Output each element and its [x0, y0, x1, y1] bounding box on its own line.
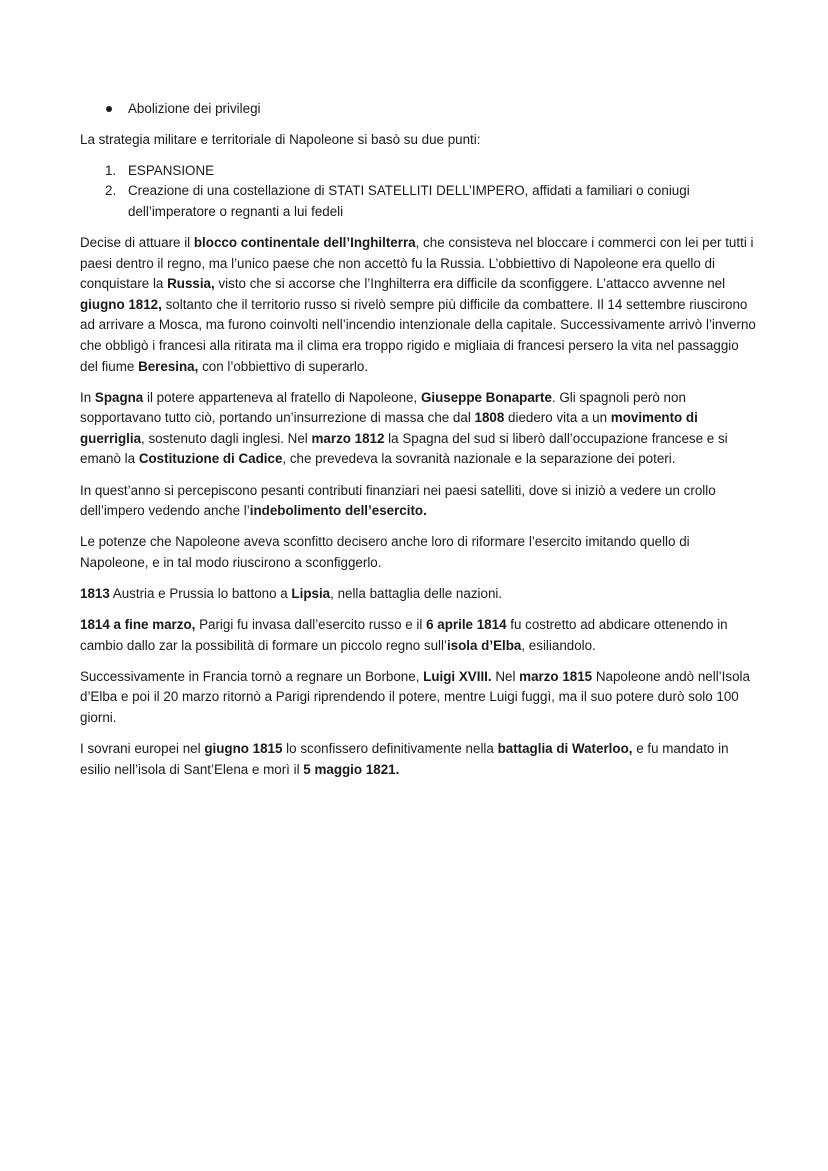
text-run: , sostenuto dagli inglesi. Nel [141, 430, 312, 446]
text-run: il potere apparteneva al fratello di Napoleone, [143, 389, 421, 405]
body-paragraph [80, 388, 758, 470]
body-paragraph [80, 584, 758, 605]
bullet-item-text: Abolizione dei privilegi [128, 101, 261, 116]
body-paragraphs [80, 233, 758, 780]
text-run: e fu mandato in esilio nell’isola di Sant’Elena e morì il [80, 740, 729, 777]
bold-text: indebolimento dell’esercito. [249, 503, 427, 519]
bold-text: Russia, [167, 276, 215, 292]
text-run: I sovrani europei nel [80, 740, 205, 756]
bold-text: 1814 a fine marzo, [80, 616, 196, 632]
intro-paragraph: La strategia militare e territoriale di Napoleone si basò su due punti: [80, 131, 481, 147]
body-paragraph [80, 481, 758, 522]
bold-text: 1813 [80, 585, 110, 601]
text-run: Nel [491, 668, 520, 684]
bold-text: movimento di guerriglia [80, 410, 698, 446]
bold-text: isola d’Elba [446, 637, 522, 653]
numbered-item [80, 161, 758, 182]
body-paragraph [80, 615, 758, 656]
item-number: 2. [105, 183, 117, 199]
text-run: Successivamente in Francia tornò a regnare un Borbone, [80, 668, 424, 684]
text-run: Parigi fu invasa dall’esercito russo e il [195, 616, 427, 632]
bold-text: marzo 1815 [519, 668, 593, 684]
text-run: In quest’anno si percepiscono pesanti contributi finanziari nei paesi satelliti, dove si iniziò a vedere un crollo dell’impero vedendo anche l’ [80, 482, 716, 519]
body-paragraph [80, 233, 758, 377]
bold-text: Beresina, [138, 358, 199, 374]
bullet-item [80, 99, 758, 120]
text-run: . Gli spagnoli però non sopportavano tutto ciò, portando un’insurrezione di massa che dal [80, 389, 686, 426]
item-number: 1. [105, 162, 117, 178]
text-run: lo sconfissero definitivamente nella [282, 740, 498, 756]
bold-text: Spagna [94, 389, 144, 405]
bold-text: Giuseppe Bonaparte [420, 389, 552, 405]
bold-text: Costituzione di Cadice [138, 451, 283, 467]
text-run: Austria e Prussia lo battono a [109, 585, 292, 601]
text-run: con l’obbiettivo di superarlo. [198, 358, 369, 374]
bullet-list [80, 99, 758, 120]
bold-text: blocco continentale dell’Inghilterra [193, 234, 416, 250]
text-run: , esiliandolo. [521, 637, 596, 653]
item-text: ESPANSIONE [128, 162, 215, 178]
numbered-item [80, 181, 758, 222]
text-run: Decise di attuare il [80, 234, 194, 250]
body-paragraph [80, 739, 758, 780]
bold-text: 6 aprile 1814 [426, 616, 507, 632]
text-run: In [80, 389, 95, 405]
text-run: , che consisteva nel bloccare i commerci con lei per tutti i paesi dentro il regno, ma l’unico paese che non accettò fu la Russia. L’obbiettivo di Napoleone era quello di conquistare la [80, 234, 754, 292]
bullet-dot-icon [106, 106, 112, 112]
text-run: Le potenze che Napoleone aveva sconfitto decisero anche loro di riformare l’esercito imitando quello di Napoleone, e in tal modo riuscirono a sconfiggerlo. [80, 534, 690, 570]
text-run: la Spagna del sud si liberò dall’occupazione francese e si emanò la [80, 430, 728, 467]
bold-text: marzo 1812 [311, 430, 385, 446]
numbered-list [80, 161, 758, 223]
text-run: Napoleone andò nell’Isola d’Elba e poi il 20 marzo ritornò a Parigi riprendendo il potere, mentre Luigi fuggì, ma il suo potere durò solo 100 giorni. [80, 668, 750, 725]
item-text: Creazione di una costellazione di STATI SATELLITI DELL’IMPERO, affidati a familiari o coniugi dell’imperatore o regnanti a lui fedeli [128, 183, 690, 219]
text-run: diedero vita a un [504, 410, 611, 426]
text-run: fu costretto ad abdicare ottenendo in cambio dallo zar la possibilità di formare un piccolo regno sull’ [80, 616, 728, 653]
text-run: , che prevedeva la sovranità nazionale e la separazione dei poteri. [282, 451, 676, 467]
bold-text: giugno 1812, [80, 296, 162, 312]
bold-text: battaglia di Waterloo, [497, 740, 633, 756]
text-run: visto che si accorse che l’Inghilterra era difficile da sconfiggere. L’attacco avvenne nel [214, 276, 726, 292]
body-paragraph [80, 532, 758, 573]
text-run: soltanto che il territorio russo si rivelò sempre più difficile da combattere. Il 14 settembre riuscirono ad arrivare a Mosca, ma furono coinvolti nell’incendio intenzionale della capitale. Successivamente arrivò l’inverno che obbligò i francesi alla ritirata ma il clima era troppo rigido e migliaia di francesi persero la vita nel passaggio del fiume [80, 296, 756, 374]
body-paragraph [80, 667, 758, 729]
bold-text: Luigi XVIII. [423, 668, 492, 684]
bold-text: Lipsia [291, 585, 331, 601]
text-run: , nella battaglia delle nazioni. [330, 585, 503, 601]
bold-text: 1808 [474, 410, 505, 426]
bold-text: giugno 1815 [204, 740, 283, 756]
bold-text: 5 maggio 1821. [303, 761, 400, 777]
